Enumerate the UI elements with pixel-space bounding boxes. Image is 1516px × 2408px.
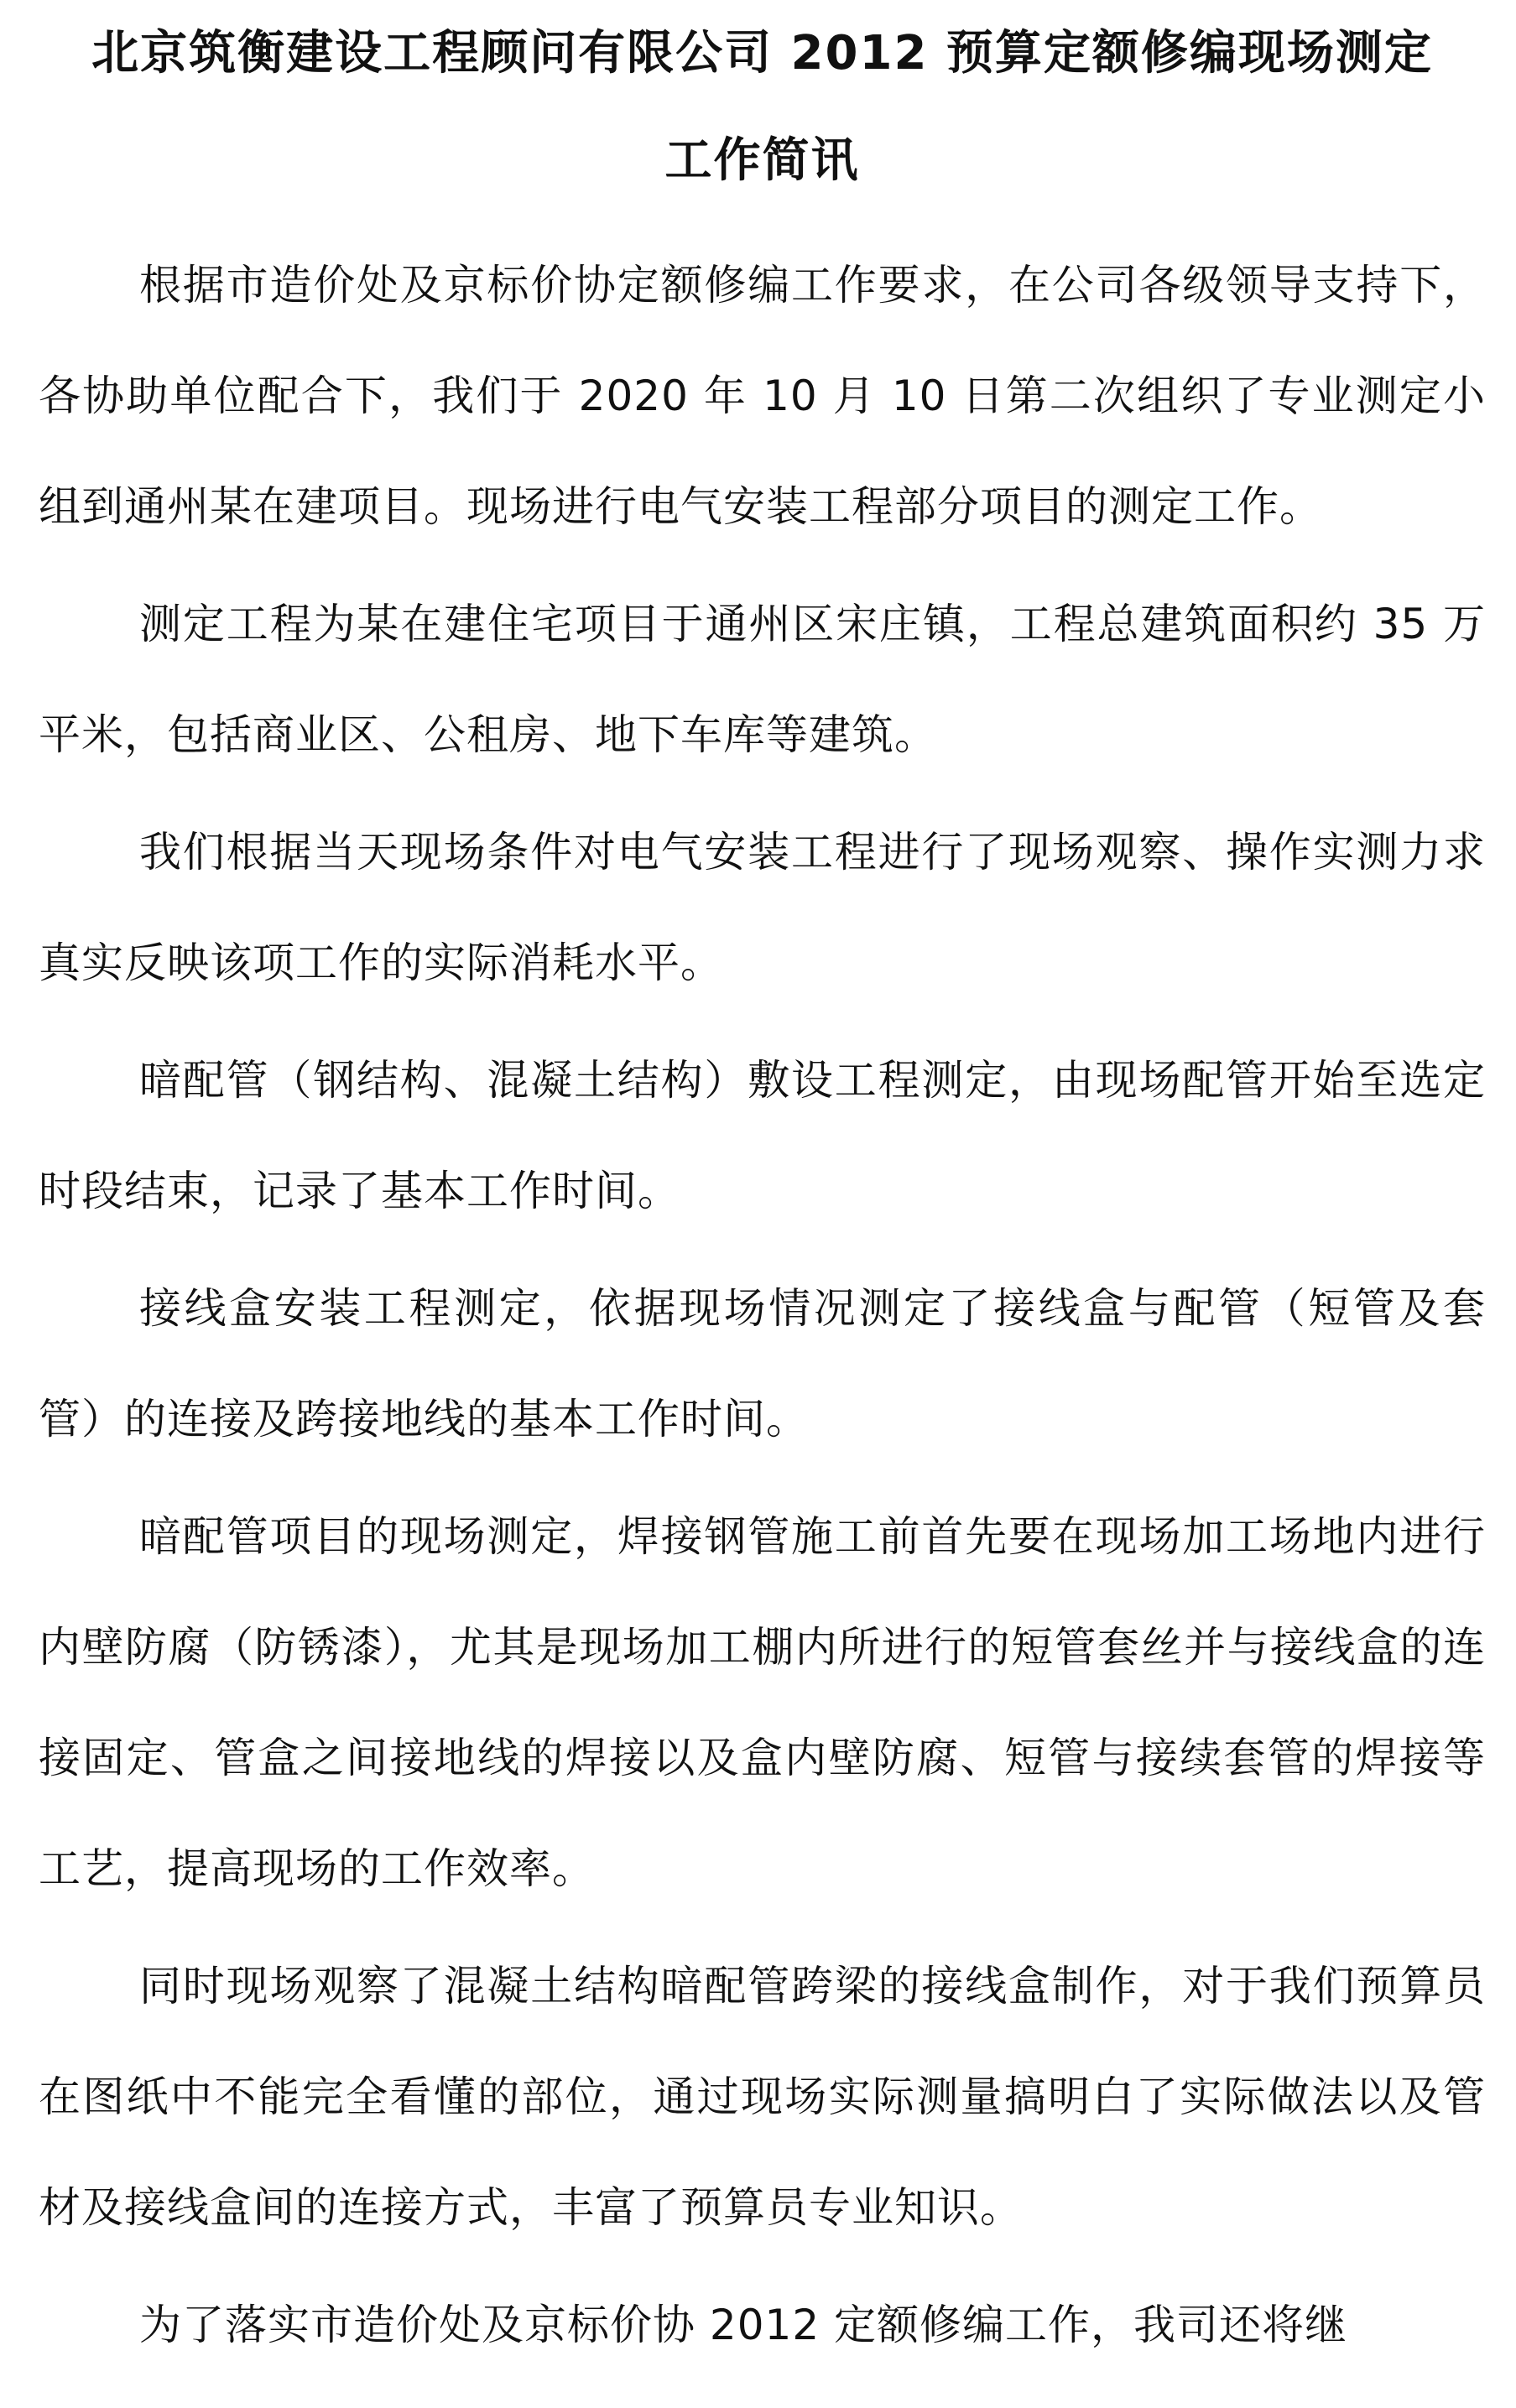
paragraph-8: 为了落实市造价处及京标价协 2012 定额修编工作，我司还将继 (139, 2301, 1348, 2349)
paragraph-7: 同时现场观察了混凝土结构暗配管跨梁的接线盒制作，对于我们预算员在图纸中不能完全看懂的部位，通过现场实际测量搞明白了实际做法以及管材及接线盒间的连接方式，丰富了预算员专业知识。 (39, 1962, 1486, 2232)
title-line-1: 北京筑衡建设工程顾问有限公司 2012 预算定额修编现场测定 (91, 26, 1433, 81)
document-title (39, 0, 1486, 215)
paragraph-2: 测定工程为某在建住宅项目于通州区宋庄镇，工程总建筑面积约 35 万平米，包括商业区、公租房、地下车库等建筑。 (39, 600, 1486, 759)
paragraph-1: 根据市造价处及京标价协定额修编工作要求，在公司各级领导支持下，各协助单位配合下，我们于 2020 年 10 月 10 日第二次组织了专业测定小组到通州某在建项目。现场进行电气安装工程部分项目的测定工作。 (39, 261, 1486, 531)
paragraph-5: 接线盒安装工程测定，依据现场情况测定了接线盒与配管（短管及套管）的连接及跨接地线的基本工作时间。 (39, 1284, 1486, 1443)
paragraph-4: 暗配管（钢结构、混凝土结构）敷设工程测定，由现场配管开始至选定时段结束，记录了基本工作时间。 (39, 1056, 1486, 1215)
paragraph-3: 我们根据当天现场条件对电气安装工程进行了现场观察、操作实测力求真实反映该项工作的实际消耗水平。 (39, 828, 1486, 987)
title-line-2: 工作简讯 (664, 133, 860, 188)
document-body (39, 230, 1486, 2380)
paragraph-6: 暗配管项目的现场测定，焊接钢管施工前首先要在现场加工场地内进行内壁防腐（防锈漆），尤其是现场加工棚内所进行的短管套丝并与接线盒的连接固定、管盒之间接地线的焊接以及盒内壁防腐、短管与接续套管的焊接等工艺，提高现场的工作效率。 (39, 1512, 1486, 1893)
